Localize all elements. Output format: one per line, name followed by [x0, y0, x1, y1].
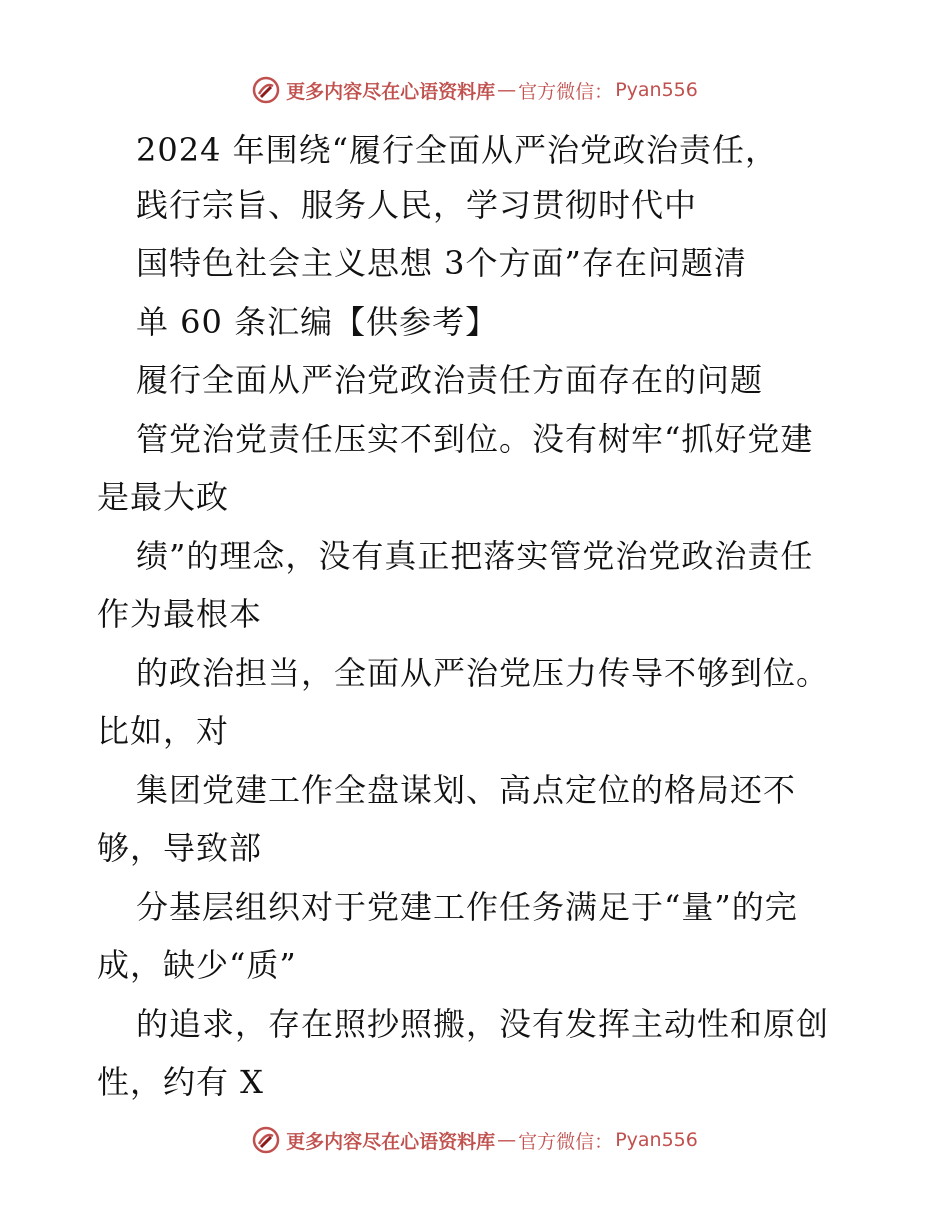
body-line: 绩”的理念，没有真正把落实管党治党政治责任: [136, 537, 814, 575]
body-line: 比如，对: [97, 712, 230, 750]
watermark-wechat-id: Pyan556: [615, 1129, 698, 1151]
body-line: 成，缺少“质”: [97, 946, 297, 984]
watermark-wechat-id: Pyan556: [615, 79, 698, 101]
watermark-wechat-label: 官方微信：: [518, 80, 614, 103]
logo-icon: [252, 76, 280, 104]
section-heading: 履行全面从严治党政治责任方面存在的问题: [136, 361, 764, 399]
body-line: 管党治党责任压实不到位。没有树牢“抓好党建: [136, 420, 814, 458]
header-watermark: [0, 70, 950, 110]
logo-icon: [252, 1126, 280, 1154]
body-line: 够，导致部: [97, 829, 263, 867]
body-line: 的追求，存在照抄照搬，没有发挥主动性和原创: [136, 1005, 830, 1043]
watermark-main-text: 更多内容尽在心语资料库: [286, 80, 496, 103]
title-line-3: 国特色社会主义思想 3个方面”存在问题清: [136, 244, 747, 282]
body-line: 的政治担当，全面从严治党压力传导不够到位。: [136, 654, 830, 692]
watermark-separator: —: [497, 79, 517, 101]
title-line-4: 单 60 条汇编【供参考】: [136, 303, 499, 341]
body-line: 性，约有 X: [97, 1063, 264, 1101]
body-line: 分基层组织对于党建工作任务满足于“量”的完: [136, 888, 798, 926]
body-line: 是最大政: [97, 478, 230, 516]
body-line: 集团党建工作全盘谋划、高点定位的格局还不: [136, 771, 797, 809]
title-line-2: 践行宗旨、服务人民，学习贯彻时代中: [136, 186, 698, 224]
body-line: 作为最根本: [97, 595, 263, 633]
watermark-separator: —: [497, 1129, 517, 1151]
watermark-main-text: 更多内容尽在心语资料库: [286, 1130, 496, 1153]
watermark-wechat-label: 官方微信：: [518, 1130, 614, 1153]
title-line-1: 2024 年围绕“履行全面从严治党政治责任，: [136, 131, 778, 169]
footer-watermark: [0, 1120, 950, 1160]
